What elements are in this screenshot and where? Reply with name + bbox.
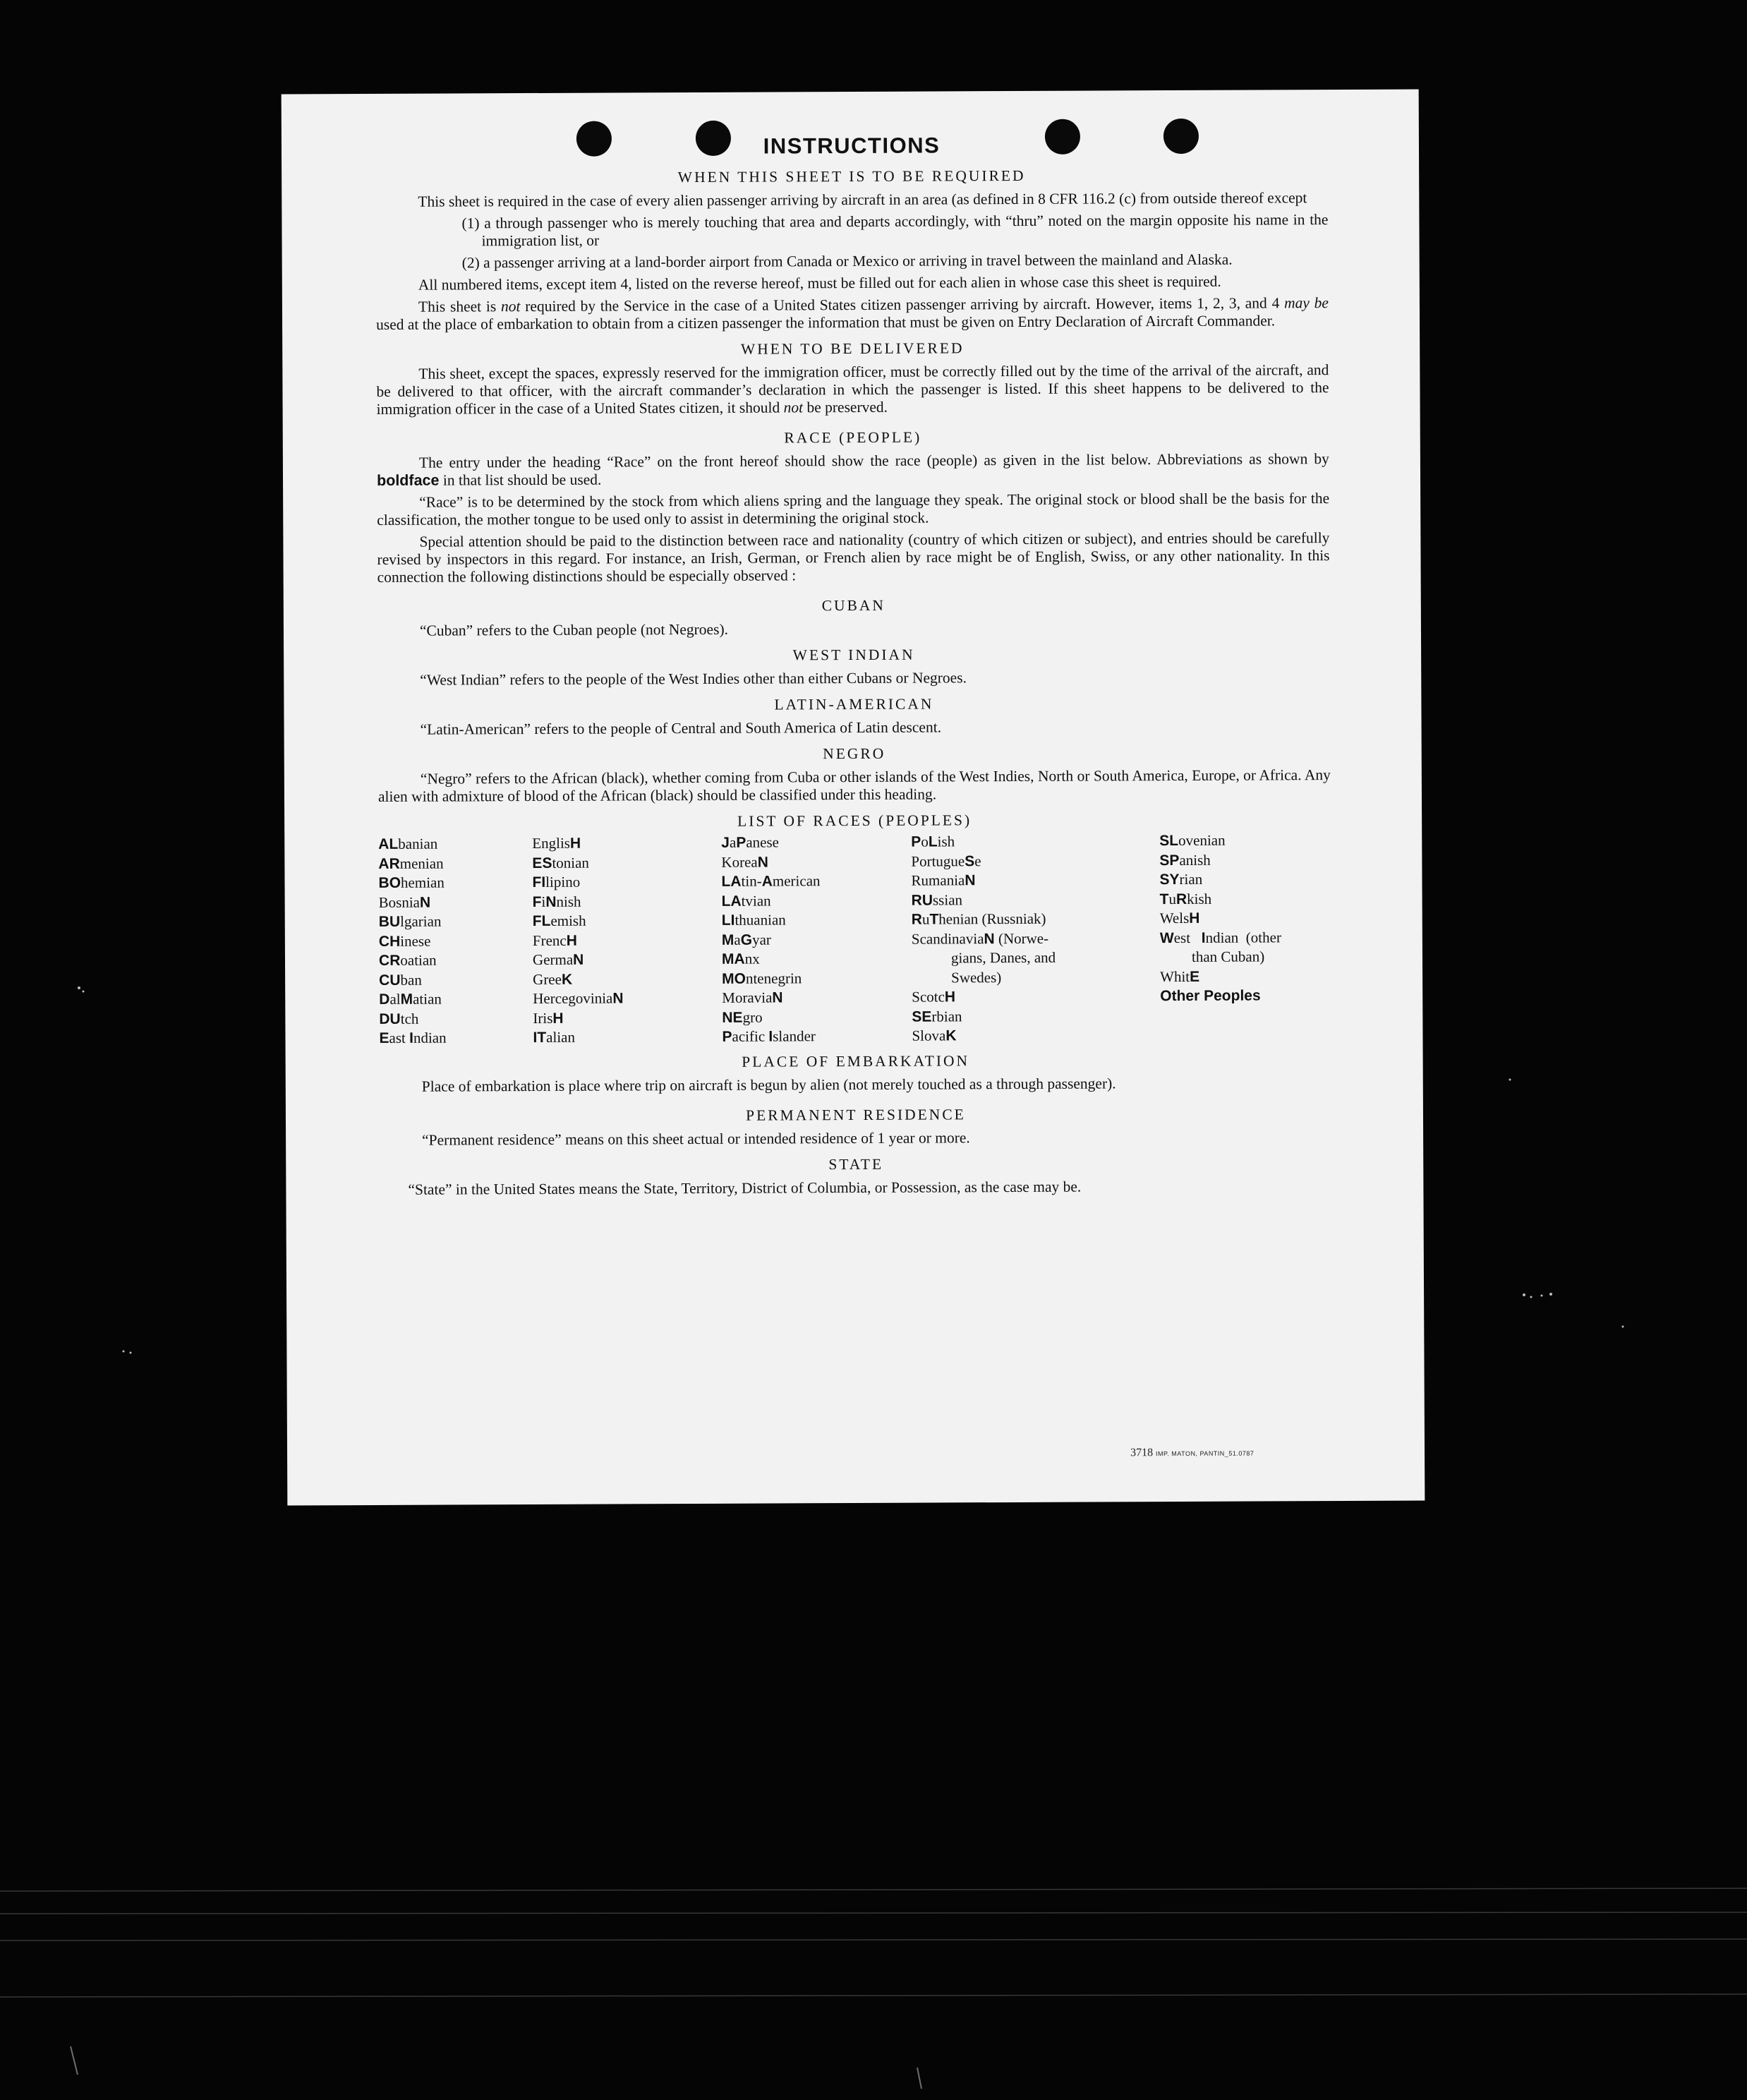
race-item: FrencH — [532, 931, 577, 949]
race-item: SLovenian — [1159, 831, 1226, 850]
race-item: LAtin-American — [721, 872, 821, 890]
heading-west-indian: WEST INDIAN — [792, 646, 915, 664]
west-indian-text: “West Indian” refers to the people of the West Indies other than either Cubans or Negroes. — [420, 669, 967, 689]
race-item: West Indian (other — [1159, 928, 1281, 946]
race-column-1 — [378, 834, 520, 1048]
race-item: MAnx — [721, 950, 760, 967]
heading-when-delivered: WHEN TO BE DELIVERED — [740, 339, 965, 358]
when-required-item-2: (2) a passenger arriving at a land-border airport from Canada or Mexico or arriving in travel between the mainland and Alaska. — [461, 251, 1233, 272]
race-item: MOntenegrin — [722, 969, 802, 987]
race-item: PortugueSe — [911, 852, 981, 870]
heading-race: RACE (PEOPLE) — [784, 428, 922, 447]
race-item-continued: gians, Danes, and — [950, 948, 1056, 967]
race-item: FIlipino — [532, 873, 581, 891]
heading-embarkation: PLACE OF EMBARKATION — [742, 1052, 970, 1070]
heading-permanent-residence: PERMANENT RESIDENCE — [746, 1106, 966, 1124]
race-item: East Indian — [379, 1029, 447, 1046]
race-item: LIthuanian — [721, 911, 786, 929]
when-delivered-para: This sheet, except the spaces, expressly reserved for the immigration officer, must be correctly filled out by the time of the arrival of the aircraft, and be delivered to that officer, with the aircraft commander’s declaration in which the passenger is listed. If this sheet happens to be delivered to the immigration officer in the case of a United States citizen, it should not be preserved. — [376, 361, 1329, 418]
permanent-residence-text: “Permanent residence” means on this sheet actual or intended residence of 1 year or more. — [422, 1129, 970, 1149]
embarkation-text: Place of embarkation is place where trip on aircraft is begun by alien (not merely touched as a through passenger). — [421, 1075, 1116, 1095]
latin-american-text: “Latin-American” refers to the people of Central and South America of Latin descent. — [420, 718, 942, 738]
race-item: SYrian — [1159, 870, 1203, 888]
race-item: BUlgarian — [378, 912, 442, 930]
race-item: WhitE — [1160, 967, 1200, 985]
race-para-2: “Race” is to be determined by the stock from which aliens spring and the language they speak. The original stock or blood shall be the basis for the classification, the mother tongue to be used only to assist in determining the original stock. — [377, 490, 1330, 529]
printer-imprint — [1130, 1447, 1254, 1460]
instruction-sheet — [282, 89, 1425, 1505]
when-required-item-1: (1) a through passenger who is merely touching that area and departs accordingly, with “thru” noted on the margin opposite his name in the immigration list, or — [461, 211, 1329, 250]
race-item: KoreaN — [721, 853, 768, 871]
heading-cuban: CUBAN — [821, 596, 885, 615]
form-number: 3718 — [1130, 1447, 1154, 1459]
when-required-para-2: All numbered items, except item 4, listed on the reverse hereof, must be filled out for each alien in whose case this sheet is required. — [418, 272, 1221, 294]
race-item: PoLish — [911, 833, 955, 850]
race-column-2 — [532, 833, 709, 1048]
race-item-continued: than Cuban) — [1191, 948, 1265, 965]
race-item: FLemish — [532, 912, 586, 929]
imprint-text: IMP. MATON, PANTIN_51.0787 — [1155, 1449, 1255, 1458]
race-item: MoraviaN — [722, 989, 783, 1006]
race-item: RuThenian (Russniak) — [911, 910, 1046, 928]
race-item: EnglisH — [532, 834, 581, 852]
race-item: WelsH — [1159, 909, 1200, 927]
heading-latin-american: LATIN-AMERICAN — [774, 695, 934, 713]
cuban-text: “Cuban” refers to the Cuban people (not Negroes). — [419, 620, 729, 639]
race-item: ScotcH — [912, 988, 956, 1006]
race-item: Pacific Islander — [722, 1027, 816, 1045]
negro-text: “Negro” refers to the African (black), whether coming from Cuba or other islands of the West Indies, North or South America, Europe, or Africa. Any alien with admixture of blood of the African (black) should be classified under this heading. — [377, 766, 1331, 805]
race-list — [378, 831, 1331, 1046]
race-item: EStonian — [532, 854, 589, 871]
page-title: INSTRUCTIONS — [763, 133, 941, 159]
race-item: CRoatian — [378, 951, 437, 969]
race-item: RUssian — [911, 891, 963, 909]
race-item: IrisH — [533, 1009, 564, 1027]
state-text: “State” in the United States means the State, Territory, District of Columbia, or Possession, as the case may be. — [408, 1178, 1082, 1198]
race-para-1: The entry under the heading “Race” on the front hereof should show the race (people) as given in the list below. Abbreviations as shown by boldface in that list should be used. — [376, 450, 1329, 489]
race-item: GermaN — [532, 951, 584, 968]
race-item: DalMatian — [379, 990, 442, 1008]
heading-when-required: WHEN THIS SHEET IS TO BE REQUIRED — [677, 167, 1026, 186]
race-item: BOhemian — [378, 874, 445, 891]
race-column-3 — [721, 833, 905, 1047]
race-item: RumaniaN — [911, 871, 976, 889]
race-item: MaGyar — [721, 931, 771, 948]
race-item: TuRkish — [1159, 890, 1212, 907]
when-required-intro: This sheet is required in the case of every alien passenger arriving by aircraft in an area (as defined in 8 CFR 116.2 (c) from outside thereof except — [418, 189, 1307, 210]
race-item: CHinese — [378, 932, 431, 950]
race-item: ITalian — [533, 1028, 576, 1046]
race-para-3: Special attention should be paid to the distinction between race and nationality (country of which citizen or subject), and entries should be carefully revised by inspectors in this regard. For instance, an Irish, German, or French alien by race might be of English, Swiss, or any other nationality. In this connection the following distinctions should be especially observed : — [377, 529, 1330, 586]
heading-state: STATE — [828, 1155, 884, 1173]
race-item: JaPanese — [721, 833, 780, 851]
race-item: FiNnish — [532, 893, 581, 910]
race-item-continued: Swedes) — [951, 968, 1002, 986]
heading-negro: NEGRO — [823, 744, 886, 763]
race-item: CUban — [379, 971, 422, 989]
race-item: SlovaK — [912, 1027, 957, 1044]
when-required-para-3: This sheet is not required by the Service in the case of a United States citizen passenger arriving by aircraft. However, items 1, 2, 3, and 4 may be used at the place of embarkation to obtain from a citizen passenger the information that must be given on Entry Declaration of Aircraft Commander. — [376, 294, 1329, 333]
race-item: Other Peoples — [1160, 987, 1261, 1005]
race-item: SErbian — [912, 1007, 962, 1025]
race-item: DUtch — [379, 1010, 419, 1027]
race-item: BosniaN — [378, 893, 431, 911]
race-item: GreeK — [533, 970, 573, 988]
race-item: ALbanian — [378, 835, 438, 852]
race-item: ScandinaviaN (Norwe- — [911, 929, 1049, 948]
race-column-5 — [1159, 831, 1333, 1006]
race-item: HercegoviniaN — [533, 989, 624, 1007]
sheet-text — [375, 132, 1333, 1203]
race-item: SPanish — [1159, 851, 1211, 869]
race-item: NEgro — [722, 1008, 763, 1026]
race-item: LAtvian — [721, 892, 771, 910]
heading-list-of-races: LIST OF RACES (PEOPLES) — [737, 811, 972, 830]
race-column-4 — [911, 831, 1104, 1046]
race-item: ARmenian — [378, 855, 444, 872]
